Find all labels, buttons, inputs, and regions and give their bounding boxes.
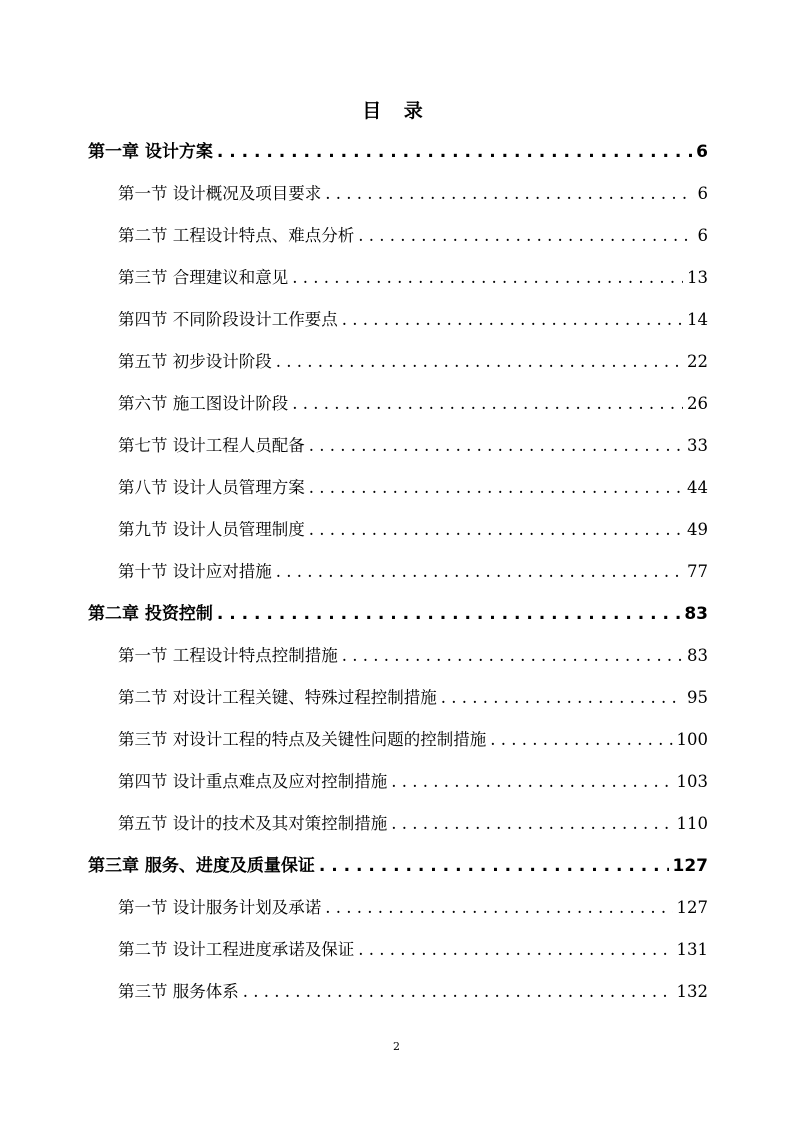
toc-entry-page: 110 [676, 814, 708, 833]
toc-entry-page: 127 [676, 898, 708, 917]
dot-leader [217, 139, 692, 165]
toc-entry-page: 77 [687, 562, 708, 581]
toc-section-entry[interactable] [88, 223, 708, 265]
toc-chapter-entry[interactable] [88, 139, 708, 181]
toc-entry-page: 14 [687, 310, 708, 329]
toc-section-entry[interactable] [88, 433, 708, 475]
toc-entry-page: 33 [687, 436, 708, 455]
toc-entry-page: 49 [687, 520, 708, 539]
toc-section-entry[interactable] [88, 265, 708, 307]
toc-entry-label: 第七节 设计工程人员配备 [118, 436, 305, 455]
toc-section-entry[interactable] [88, 811, 708, 853]
toc-entry-page: 6 [697, 184, 708, 203]
toc-entry-page: 103 [676, 772, 708, 791]
dot-leader [342, 307, 683, 333]
toc-section-entry[interactable] [88, 307, 708, 349]
dot-leader [276, 559, 683, 585]
toc-entry-label: 第四节 设计重点难点及应对控制措施 [118, 772, 388, 791]
dot-leader [276, 349, 683, 375]
toc-entry-label: 第二章 投资控制 [88, 604, 213, 624]
toc-entry-label: 第十节 设计应对措施 [118, 562, 272, 581]
toc-section-entry[interactable] [88, 559, 708, 601]
toc-entry-page: 83 [684, 604, 708, 624]
toc-entry-page: 44 [687, 478, 708, 497]
toc-entry-label: 第二节 对设计工程关键、特殊过程控制措施 [118, 688, 437, 707]
toc-entry-page: 6 [697, 226, 708, 245]
dot-leader [292, 265, 683, 291]
toc-entry-label: 第八节 设计人员管理方案 [118, 478, 305, 497]
toc-entry-label: 第一节 工程设计特点控制措施 [118, 646, 338, 665]
dot-leader [292, 391, 683, 417]
dot-leader [319, 853, 669, 879]
toc-entry-page: 132 [676, 982, 708, 1001]
toc-entry-page: 131 [676, 940, 708, 959]
toc-entry-label: 第九节 设计人员管理制度 [118, 520, 305, 539]
dot-leader [391, 769, 672, 795]
dot-leader [217, 601, 680, 627]
page-number: 2 [393, 1040, 400, 1053]
toc-section-entry[interactable] [88, 727, 708, 769]
dot-leader [490, 727, 672, 753]
toc-section-entry[interactable] [88, 517, 708, 559]
dot-leader [358, 937, 672, 963]
toc-entry-label: 第二节 设计工程进度承诺及保证 [118, 940, 355, 959]
toc-entry-label: 第一节 设计概况及项目要求 [118, 184, 322, 203]
toc-chapter-entry[interactable] [88, 853, 708, 895]
toc-title: 目 录 [362, 100, 431, 122]
toc-entry-label: 第一节 设计服务计划及承诺 [118, 898, 322, 917]
dot-leader [325, 895, 672, 921]
toc-section-entry[interactable] [88, 349, 708, 391]
dot-leader [358, 223, 693, 249]
toc-section-entry[interactable] [88, 895, 708, 937]
toc-entry-label: 第五节 设计的技术及其对策控制措施 [118, 814, 388, 833]
toc-chapter-entry[interactable] [88, 601, 708, 643]
table-of-contents [88, 139, 708, 1021]
toc-entry-page: 83 [687, 646, 708, 665]
toc-entry-page: 6 [696, 142, 708, 162]
toc-entry-page: 95 [687, 688, 708, 707]
dot-leader [309, 433, 683, 459]
toc-entry-label: 第五节 初步设计阶段 [118, 352, 272, 371]
toc-entry-label: 第二节 工程设计特点、难点分析 [118, 226, 355, 245]
toc-section-entry[interactable] [88, 475, 708, 517]
toc-section-entry[interactable] [88, 685, 708, 727]
dot-leader [243, 979, 673, 1005]
toc-entry-page: 100 [676, 730, 708, 749]
dot-leader [309, 517, 683, 543]
toc-section-entry[interactable] [88, 769, 708, 811]
toc-section-entry[interactable] [88, 979, 708, 1021]
toc-entry-label: 第三节 合理建议和意见 [118, 268, 289, 287]
toc-entry-page: 127 [672, 856, 708, 876]
toc-section-entry[interactable] [88, 181, 708, 223]
toc-entry-label: 第六节 施工图设计阶段 [118, 394, 289, 413]
toc-entry-page: 13 [687, 268, 708, 287]
dot-leader [325, 181, 693, 207]
dot-leader [309, 475, 683, 501]
toc-entry-label: 第三节 对设计工程的特点及关键性问题的控制措施 [118, 730, 487, 749]
dot-leader [342, 643, 683, 669]
toc-section-entry[interactable] [88, 391, 708, 433]
toc-entry-page: 22 [687, 352, 708, 371]
toc-section-entry[interactable] [88, 643, 708, 685]
toc-entry-label: 第一章 设计方案 [88, 142, 213, 162]
toc-section-entry[interactable] [88, 937, 708, 979]
toc-entry-label: 第四节 不同阶段设计工作要点 [118, 310, 338, 329]
dot-leader [441, 685, 683, 711]
toc-entry-page: 26 [687, 394, 708, 413]
toc-entry-label: 第三节 服务体系 [118, 982, 239, 1001]
toc-entry-label: 第三章 服务、进度及质量保证 [88, 856, 315, 876]
dot-leader [391, 811, 672, 837]
